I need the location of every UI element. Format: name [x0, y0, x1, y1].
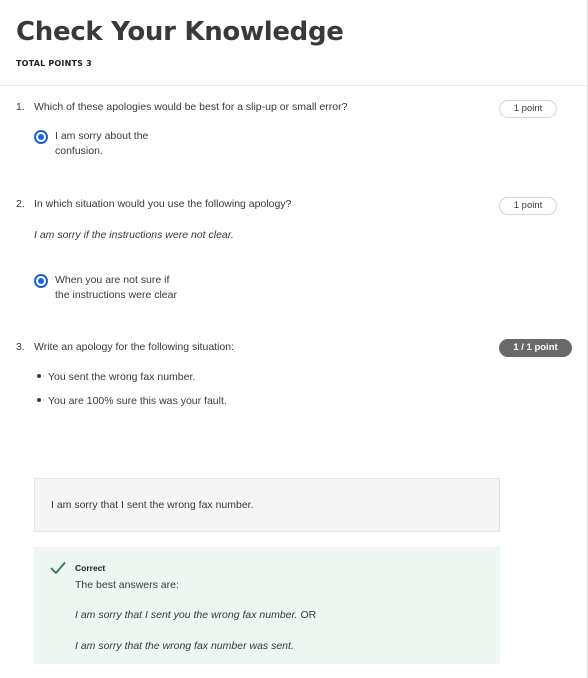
page-title: Check Your Knowledge	[16, 17, 344, 47]
feedback-status: Correct	[75, 563, 106, 573]
checkmark-icon	[50, 561, 66, 575]
total-points: TOTAL POINTS 3	[16, 59, 92, 68]
question-2-text: In which situation would you use the following apology?	[34, 198, 292, 210]
question-2-quote: I am sorry if the instructions were not clear.	[34, 229, 234, 241]
question-3-number: 3.	[16, 341, 25, 353]
question-1-text: Which of these apologies would be best for a slip-up or small error?	[34, 101, 348, 113]
question-3-bullet-1	[37, 371, 195, 383]
feedback-intro: The best answers are:	[75, 579, 179, 591]
question-2-radio-selected[interactable]	[34, 274, 48, 288]
answer-text: I am sorry that I sent the wrong fax number.	[51, 499, 254, 511]
question-2-option[interactable]	[55, 273, 177, 303]
header-divider	[0, 85, 587, 86]
question-1-points-badge: 1 point	[499, 100, 557, 118]
feedback-answer-1-text: I am sorry that I sent you the wrong fax number.	[75, 609, 298, 621]
bullet-dot	[37, 398, 41, 402]
feedback-answer-2: I am sorry that the wrong fax number was sent.	[75, 640, 294, 652]
feedback-answer-1-suffix: OR	[297, 609, 317, 621]
question-3-points-badge: 1 / 1 point	[499, 339, 572, 357]
question-3-bullet-2	[37, 395, 227, 407]
question-1-number: 1.	[16, 101, 25, 113]
question-3-text: Write an apology for the following situation:	[34, 341, 235, 353]
question-2-number: 2.	[16, 198, 25, 210]
bullet-text: You are 100% sure this was your fault.	[48, 395, 227, 407]
answer-textarea[interactable]	[34, 478, 500, 532]
question-1-radio-selected[interactable]	[34, 130, 48, 144]
question-2-option-line-2: the instructions were clear	[55, 289, 177, 301]
bullet-dot	[37, 374, 41, 378]
question-1-option-line-1: I am sorry about the	[55, 130, 149, 142]
question-1-option[interactable]	[55, 129, 148, 159]
question-2-points-badge: 1 point	[499, 197, 557, 215]
question-2-option-line-1: When you are not sure if	[55, 274, 170, 286]
question-1-option-line-2: confusion.	[55, 145, 103, 157]
bullet-text: You sent the wrong fax number.	[48, 371, 196, 383]
feedback-panel	[34, 547, 500, 664]
feedback-answer-1	[75, 609, 316, 621]
